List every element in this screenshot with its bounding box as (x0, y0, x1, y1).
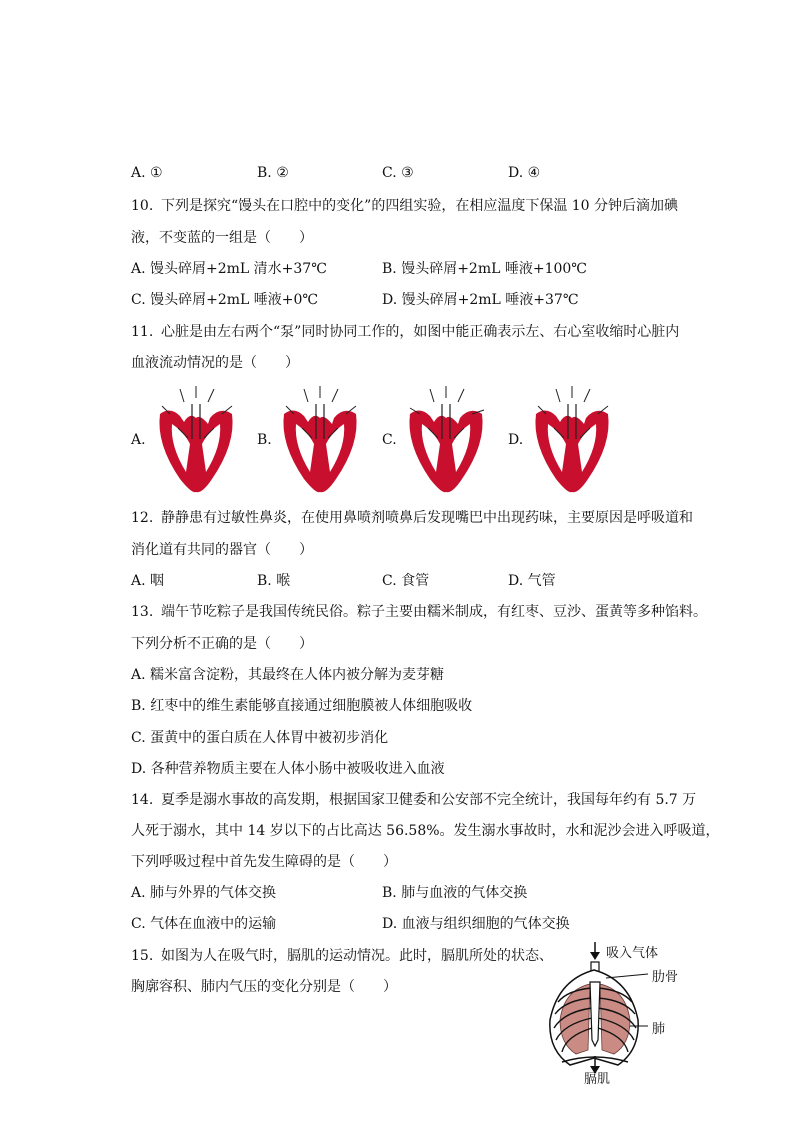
q14-option-a: A. 肺与外界的气体交换 (131, 885, 277, 901)
label-rib: 肋骨 (652, 970, 679, 985)
q10-stem-line2: 液，不变蓝的一组是（ ） (131, 230, 313, 246)
heart-diagram-b (274, 384, 366, 496)
q9-option-b: B. ② (257, 165, 289, 181)
label-lung: 肺 (652, 1022, 666, 1037)
q11-text-1: 心脏是由左右两个“泵”同时协同工作的，如图中能正确表示左、右心室收缩时心脏内 (161, 324, 680, 340)
q10-option-d: D. 馒头碎屑+2mL 唾液+37℃ (382, 292, 579, 308)
q13-stem-line2: 下列分析不正确的是（ ） (131, 636, 313, 652)
heart-diagram-a (150, 384, 242, 496)
q14-option-b: B. 肺与血液的气体交换 (382, 885, 528, 901)
q10-option-a: A. 馒头碎屑+2mL 清水+37℃ (131, 261, 327, 277)
q12-option-d: D. 气管 (508, 573, 556, 589)
q12-option-b: B. 喉 (257, 573, 291, 589)
q10-text-1: 下列是探究“馒头在口腔中的变化”的四组实验，在相应温度下保温 10 分钟后滴加碘 (161, 198, 679, 214)
q15-stem-line1 (131, 946, 553, 966)
q12-stem-line2: 消化道有共同的器官（ ） (131, 542, 313, 558)
q15-text-1: 如图为人在吸气时，膈肌的运动情况。此时，膈肌所处的状态、 (161, 948, 553, 964)
q15-stem-line2: 胸廓容积、肺内气压的变化分别是（ ） (131, 979, 397, 995)
q13-text-1: 端午节吃粽子是我国传统民俗。粽子主要由糯米制成，有红枣、豆沙、蛋黄等多种馅料。 (161, 604, 707, 620)
q13-option-b: B. 红枣中的维生素能够直接通过细胞膜被人体细胞吸收 (131, 698, 473, 714)
q10-number: 10. (131, 198, 154, 214)
heart-diagram-d (526, 384, 618, 496)
q11-number: 11. (131, 324, 154, 340)
q9-option-a: A. ① (131, 165, 163, 181)
q10-option-b: B. 馒头碎屑+2mL 唾液+100℃ (382, 261, 587, 277)
heart-diagram-c (400, 384, 492, 496)
ribcage-lung-drawing (540, 940, 700, 1090)
q13-option-c: C. 蛋黄中的蛋白质在人体胃中被初步消化 (131, 730, 389, 746)
q11-stem-line2: 血液流动情况的是（ ） (131, 355, 299, 371)
q12-text-1: 静静患有过敏性鼻炎，在使用鼻喷剂喷鼻后发现嘴巴中出现药味，主要原因是呼吸道和 (161, 510, 693, 526)
q10-option-c: C. 馒头碎屑+2mL 唾液+0℃ (131, 292, 319, 308)
q11-label-a: A. (131, 432, 146, 448)
label-diaphragm: 膈肌 (584, 1072, 611, 1087)
q9-option-d: D. ④ (508, 165, 541, 181)
q12-option-c: C. 食管 (382, 573, 430, 589)
q14-stem-line2: 人死于溺水，其中 14 岁以下的占比高达 56.58%。发生溺水事故时，水和泥沙会进入呼吸道， (131, 823, 720, 839)
q14-stem-line3: 下列呼吸过程中首先发生障碍的是（ ） (131, 854, 397, 870)
q14-stem-line1 (131, 790, 696, 810)
q10-stem-line1 (131, 196, 678, 216)
q13-stem-line1 (131, 602, 707, 622)
label-inhaled-air: 吸入气体 (606, 946, 659, 961)
q14-option-c: C. 气体在血液中的运输 (131, 916, 277, 932)
q14-text-1: 夏季是溺水事故的高发期，根据国家卫健委和公安部不完全统计，我国每年约有 5.7 万 (161, 792, 697, 808)
q11-label-b: B. (257, 432, 272, 448)
q13-option-a: A. 糯米富含淀粉，其最终在人体内被分解为麦芽糖 (131, 667, 445, 683)
q9-option-c: C. ③ (382, 165, 414, 181)
q14-number: 14. (131, 792, 154, 808)
q13-option-d: D. 各种营养物质主要在人体小肠中被吸收进入血液 (131, 761, 445, 777)
ribcage-figure (540, 940, 700, 1090)
q14-option-d: D. 血液与组织细胞的气体交换 (382, 916, 570, 932)
q11-label-d: D. (508, 432, 524, 448)
q11-label-c: C. (382, 432, 397, 448)
q12-number: 12. (131, 510, 154, 526)
q13-number: 13. (131, 604, 154, 620)
q12-option-a: A. 咽 (131, 573, 165, 589)
q11-stem-line1 (131, 322, 679, 342)
q15-number: 15. (131, 948, 154, 964)
q12-stem-line1 (131, 508, 693, 528)
